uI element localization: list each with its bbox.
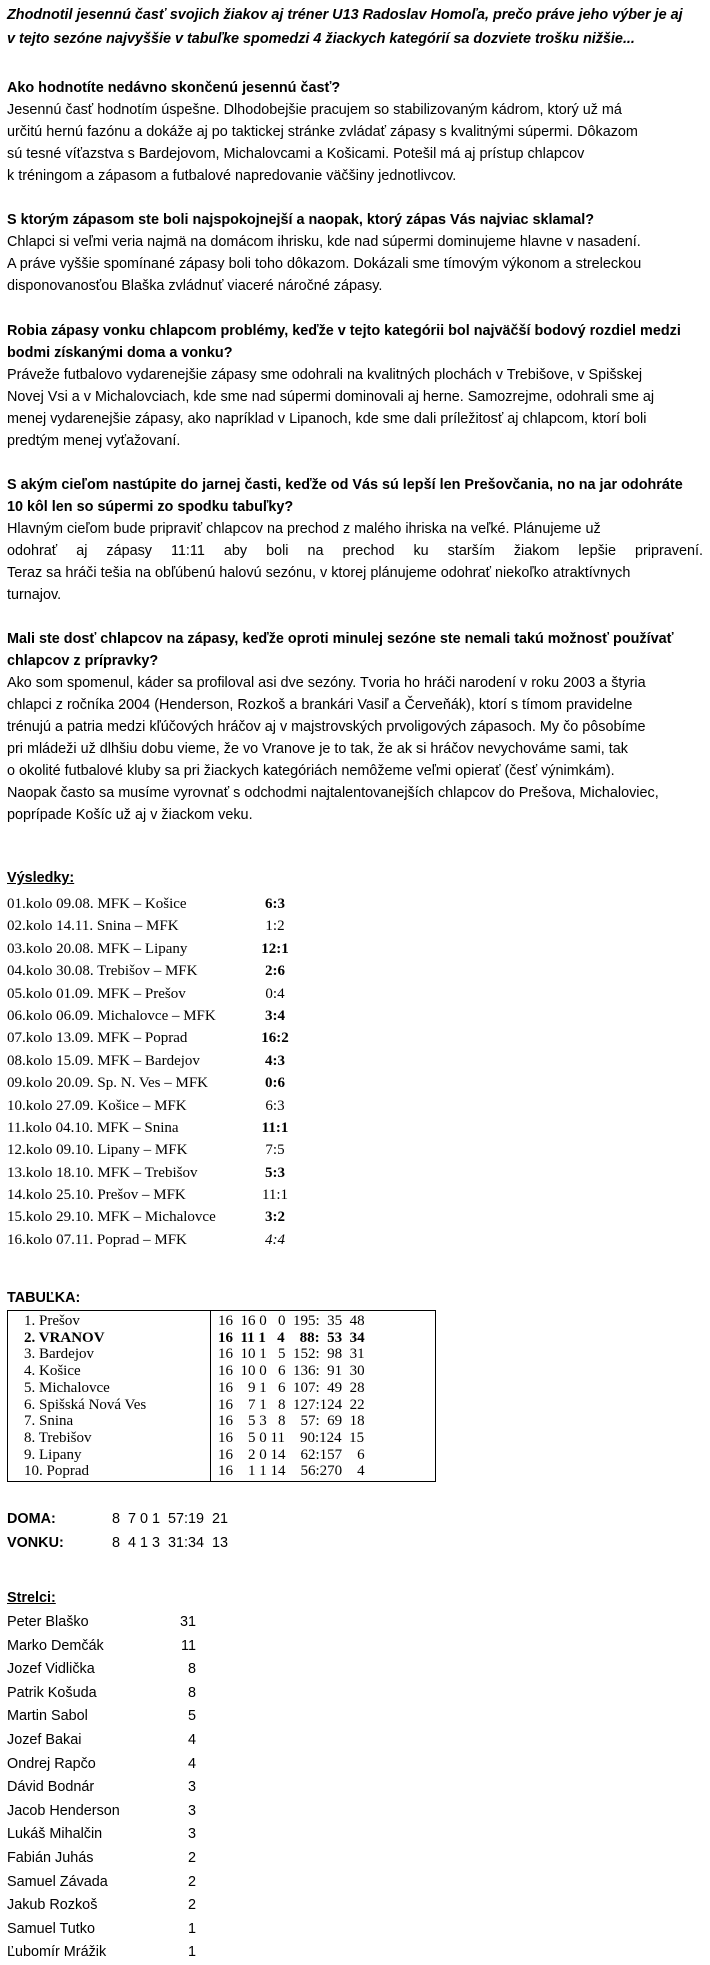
question-line: S ktorým zápasom ste boli najspokojnejší a naopak, ktorý zápas Vás najviac sklamal? (7, 212, 595, 228)
result-match: 08.kolo 15.09. MFK – Bardejov (7, 1052, 200, 1069)
scorer-goals: 2 (187, 1873, 196, 1890)
scorer-row (7, 1729, 267, 1753)
result-score: 11:1 (261, 1187, 289, 1204)
result-match: 02.kolo 14.11. Snina – MFK (7, 918, 179, 935)
scorer-name: Jacob Henderson (7, 1802, 120, 1819)
scorer-name: Jozef Bakai (7, 1731, 82, 1748)
result-match: 07.kolo 13.09. MFK – Poprad (7, 1030, 188, 1047)
question (7, 474, 703, 518)
scorer-row (7, 1918, 267, 1942)
answer (7, 364, 703, 452)
result-row (7, 938, 297, 960)
answer-line: sú tesné víťazstva s Bardejovom, Michalovcami a Košicami. Potešil má aj prístup chlapcov (7, 146, 585, 162)
result-score: 6:3 (265, 1097, 285, 1114)
scorer-row (7, 1705, 267, 1729)
results-label: Výsledky: (7, 870, 75, 886)
result-score: 0:4 (265, 985, 285, 1002)
scorer-name: Martin Sabol (7, 1708, 88, 1725)
scorer-row (7, 1871, 267, 1895)
scorer-name: Jakub Rozkoš (7, 1897, 98, 1914)
result-match: 06.kolo 06.09. Michalovce – MFK (7, 1007, 216, 1024)
team-stats: 16 2 0 14 62:157 6 (218, 1446, 365, 1463)
question (7, 77, 703, 99)
scorer-goals: 31 (179, 1614, 196, 1630)
scorer-goals: 2 (187, 1849, 196, 1866)
qa-block-4 (7, 474, 703, 606)
result-row (7, 1184, 297, 1206)
answer-line: k tréningom a zápasom a futbalové napredovanie väčšiny jednotlivcov. (7, 168, 457, 184)
qa-block-3 (7, 320, 703, 452)
answer (7, 99, 703, 187)
result-match: 11.kolo 04.10. MFK – Snina (7, 1119, 179, 1136)
answer-line: Práveže futbalovo vydarenejšie zápasy sme odohrali na kvalitných plochách v Trebišove, v Spišskej (7, 367, 643, 383)
result-row (7, 1229, 297, 1251)
result-score: 7:5 (265, 1142, 285, 1159)
scorer-name: Dávid Bodnár (7, 1779, 95, 1796)
team-name: 10. Poprad (24, 1463, 89, 1480)
scorer-goals: 5 (187, 1708, 196, 1725)
scorer-name: Ľubomír Mrážik (7, 1944, 107, 1961)
team-stats: 16 10 1 5 152: 98 31 (218, 1346, 365, 1363)
away-record: 8 4 1 3 31:34 13 (112, 1535, 229, 1551)
result-match: 13.kolo 18.10. MFK – Trebišov (7, 1164, 198, 1181)
result-score: 1:2 (265, 918, 285, 935)
team-stats: 16 16 0 0 195: 35 48 (218, 1313, 365, 1329)
scorer-goals: 1 (187, 1944, 196, 1961)
scorer-goals: 4 (187, 1755, 196, 1772)
scorer-goals: 8 (187, 1684, 196, 1701)
qa-block-2 (7, 209, 703, 297)
scorer-row (7, 1823, 267, 1847)
scorer-name: Ondrej Rapčo (7, 1755, 96, 1772)
result-match: 14.kolo 25.10. Prešov – MFK (7, 1187, 186, 1204)
question (7, 628, 703, 672)
team-stats: 16 7 1 8 127:124 22 (218, 1396, 365, 1413)
scorer-name: Jozef Vidlička (7, 1661, 95, 1678)
answer-line: o okolité futbalové kluby sa pri žiackych kategóriách nemôžeme veľmi opierať (česť výnimkám). (7, 763, 615, 779)
answer-line: A práve vyššie spomínané zápasy boli toho dôkazom. Dokázali sme tímovým výkonom a streleckou (7, 256, 642, 272)
question-line: Ako hodnotíte nedávno skončenú jesennú časť? (7, 80, 341, 96)
answer-line: Novej Vsi a v Michalovciach, kde sme nad súpermi dominovali aj herne. Samozrejme, odohrali sme aj (7, 389, 655, 405)
team-name: 6. Spišská Nová Ves (24, 1396, 147, 1413)
result-match: 01.kolo 09.08. MFK – Košice (7, 896, 187, 912)
scorers-list (7, 1611, 267, 1965)
team-name: 8. Trebišov (24, 1429, 92, 1446)
result-match: 16.kolo 07.11. Poprad – MFK (7, 1231, 187, 1248)
question (7, 320, 703, 364)
result-score: 5:3 (265, 1164, 285, 1181)
scorer-goals: 11 (181, 1637, 196, 1654)
answer-line: Jesennú časť hodnotím úspešne. Dlhodobejšie pracujem so stabilizovaným kádrom, ktorý už má (7, 102, 622, 118)
question-line: 10 kôl len so súpermi zo spodku tabuľky? (7, 499, 294, 515)
away-label: VONKU: (7, 1535, 64, 1551)
answer-line: Hlavným cieľom bude pripraviť chlapcov na prechod z malého ihriska na veľké. Plánujeme už (7, 521, 601, 537)
result-match: 09.kolo 20.09. Sp. N. Ves – MFK (7, 1075, 208, 1092)
scorer-name: Samuel Závada (7, 1873, 108, 1890)
answer-line: trénujú a patria medzi kľúčových hráčov aj v majstrovských prvoligových zápasoch. My čo pôsobíme (7, 719, 646, 735)
scorer-row (7, 1682, 267, 1706)
scorer-name: Peter Blaško (7, 1614, 89, 1630)
result-score: 6:3 (265, 896, 285, 912)
intro-line: v tejto sezóne najvyššie v tabuľke spomedzi 4 žiackych kategórií sa dozviete trošku nižšie... (7, 31, 635, 47)
scorer-goals: 3 (187, 1779, 196, 1796)
scorer-row (7, 1800, 267, 1824)
answer-line: odohrať aj zápasy 11:11 aby boli na prechod ku starším žiakom lepšie pripravení. (7, 543, 703, 559)
result-match: 15.kolo 29.10. MFK – Michalovce (7, 1209, 216, 1226)
result-row (7, 1005, 297, 1027)
result-row (7, 1162, 297, 1184)
result-match: 12.kolo 09.10. Lipany – MFK (7, 1142, 188, 1159)
scorer-name: Lukáš Mihalčin (7, 1826, 103, 1843)
result-score: 2:6 (265, 963, 285, 980)
answer-line: disponovanosťou Blaška zvládnuť viaceré náročné zápasy. (7, 278, 383, 294)
question-line: bodmi získanými doma a vonku? (7, 345, 233, 361)
result-row (7, 893, 297, 915)
team-name: 2. VRANOV (24, 1329, 105, 1346)
team-stats: 16 11 1 4 88: 53 34 (218, 1329, 365, 1346)
result-score: 12:1 (261, 940, 289, 957)
scorer-name: Fabián Juhás (7, 1849, 94, 1866)
scorer-goals: 8 (187, 1661, 196, 1678)
result-score: 4:4 (265, 1231, 285, 1248)
result-match: 05.kolo 01.09. MFK – Prešov (7, 985, 186, 1002)
result-score: 0:6 (265, 1075, 285, 1092)
qa-block-5 (7, 628, 703, 826)
home-record: 8 7 0 1 57:19 21 (112, 1511, 229, 1527)
scorer-goals: 4 (187, 1731, 196, 1748)
qa-block-1 (7, 77, 703, 187)
question-line: Mali ste dosť chlapcov na zápasy, keďže oproti minulej sezóne ste nemali takú možnosť používať (7, 631, 674, 647)
scorer-name: Patrik Košuda (7, 1684, 97, 1701)
result-row (7, 960, 297, 982)
result-match: 04.kolo 30.08. Trebišov – MFK (7, 963, 198, 980)
results-list (7, 893, 297, 1251)
scorer-goals: 1 (187, 1920, 196, 1937)
scorer-goals: 3 (187, 1826, 196, 1843)
scorer-row (7, 1611, 267, 1635)
scorer-goals: 2 (187, 1897, 196, 1914)
team-name: 5. Michalovce (24, 1379, 110, 1396)
question-line: S akým cieľom nastúpite do jarnej časti, keďže od Vás sú lepší len Prešovčania, no na jar odohráte (7, 477, 683, 493)
result-row (7, 1117, 297, 1139)
answer-line: pri mládeži už dlhšiu dobu vieme, že vo Vranove je to tak, že ak si hráčov nevychováme sami, tak (7, 741, 628, 757)
result-match: 03.kolo 20.08. MFK – Lipany (7, 940, 188, 957)
team-name: 7. Snina (24, 1413, 74, 1430)
team-stats: 16 10 0 6 136: 91 30 (218, 1363, 365, 1380)
scorer-row (7, 1941, 267, 1965)
scorer-row (7, 1753, 267, 1777)
intro-line: Zhodnotil jesennú časť svojich žiakov aj tréner U13 Radoslav Homoľa, prečo práve jeho výber je aj (7, 7, 683, 23)
answer-line: Ako som spomenul, káder sa profiloval asi dve sezóny. Tvoria ho hráči narodení v roku 2003 a štyria (7, 675, 646, 691)
question-line: chlapcov z prípravky? (7, 653, 159, 669)
result-score: 3:2 (265, 1209, 285, 1226)
answer-line: predtým menej vyťažovaní. (7, 433, 181, 449)
result-row (7, 1027, 297, 1049)
scorer-goals: 3 (187, 1802, 196, 1819)
question (7, 209, 703, 231)
result-match: 10.kolo 27.09. Košice – MFK (7, 1097, 187, 1114)
intro-paragraph (7, 3, 703, 51)
answer (7, 672, 703, 826)
answer-line: Chlapci si veľmi veria najmä na domácom ihrisku, kde nad súpermi dominujeme hlavne v nasadení. (7, 234, 641, 250)
answer-line: turnajov. (7, 587, 62, 603)
team-stats: 16 5 3 8 57: 69 18 (218, 1413, 365, 1430)
answer (7, 231, 703, 297)
team-stats: 16 9 1 6 107: 49 28 (218, 1379, 365, 1396)
answer-line: poprípade Košíc už aj v žiackom veku. (7, 807, 253, 823)
team-name: 9. Lipany (24, 1446, 82, 1463)
result-row (7, 1206, 297, 1228)
answer-line: menej vydarenejšie zápasy, ako napríklad v Lipanoch, kde sme dali príležitosť aj chlapcom, ktorí boli (7, 411, 647, 427)
result-score: 3:4 (265, 1007, 285, 1024)
team-stats: 16 1 1 14 56:270 4 (218, 1463, 365, 1480)
answer-line: Naopak často sa musíme vyrovnať s odchodmi najtalentovanejších chlapcov do Prešova, Michaloviec, (7, 785, 659, 801)
result-row (7, 1139, 297, 1161)
table-label: TABUĽKA: (7, 1290, 81, 1306)
answer-line: chlapci z ročníka 2004 (Henderson, Rozkoš a brankári Vasiľ a Červeňák), ktorí s tímom pravidelne (7, 697, 633, 713)
answer-line: určitú hernú fazónu a dokáže aj po taktickej stránke zvládať zápasy s kvalitnými súpermi. Dôkazom (7, 124, 638, 140)
scorer-name: Samuel Tutko (7, 1920, 95, 1937)
table-row (8, 1462, 435, 1481)
result-score: 4:3 (265, 1052, 285, 1069)
result-score: 16:2 (261, 1030, 289, 1047)
result-row (7, 1050, 297, 1072)
answer-line: Teraz sa hráči tešia na obľúbenú halovú sezónu, v ktorej plánujeme odohrať niekoľko atraktívnych (7, 565, 631, 581)
scorers-label: Strelci: (7, 1590, 56, 1606)
team-name: 1. Prešov (24, 1313, 80, 1329)
scorer-row (7, 1658, 267, 1682)
standings-table (7, 1310, 436, 1482)
scorer-row (7, 1894, 267, 1918)
scorer-row (7, 1847, 267, 1871)
result-score: 11:1 (261, 1119, 289, 1136)
result-row (7, 1095, 297, 1117)
result-row (7, 1072, 297, 1094)
answer (7, 518, 703, 606)
scorer-name: Marko Demčák (7, 1637, 104, 1654)
result-row (7, 983, 297, 1005)
home-label: DOMA: (7, 1511, 56, 1527)
scorer-row (7, 1635, 267, 1659)
team-stats: 16 5 0 11 90:124 15 (218, 1429, 365, 1446)
question-line: Robia zápasy vonku chlapcom problémy, keďže v tejto kategórii bol najväčší bodový rozdiel medzi (7, 323, 681, 339)
team-name: 4. Košice (24, 1363, 81, 1380)
result-row (7, 915, 297, 937)
scorer-row (7, 1776, 267, 1800)
team-name: 3. Bardejov (24, 1346, 94, 1363)
